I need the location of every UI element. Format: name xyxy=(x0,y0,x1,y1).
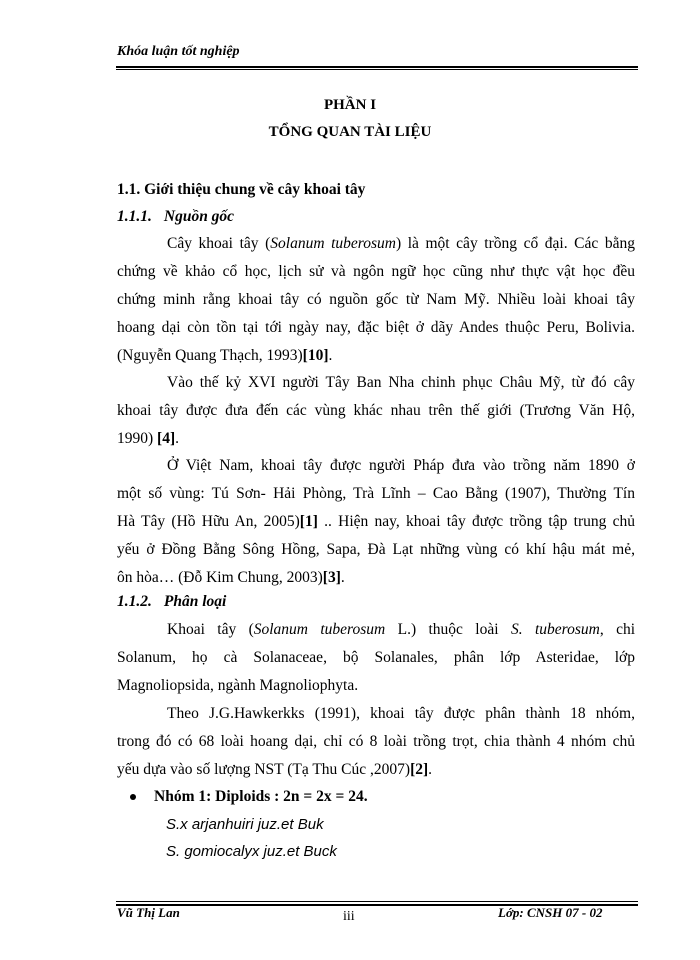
text-run: . xyxy=(328,347,333,364)
paragraph-line xyxy=(117,230,635,258)
footer-author: Vũ Thị Lan xyxy=(117,905,180,920)
paragraph-line: Magnoliopsida, ngành Magnoliophyta. xyxy=(117,677,359,694)
paragraph-line: Theo J.G.Hawkerkks (1991), khoai tây được phân thành 18 nhóm, xyxy=(167,705,635,722)
paragraph-line xyxy=(117,342,635,370)
text-run: . xyxy=(175,430,179,447)
paragraph-line: khoai tây được đưa đến các vùng khác nhau trên thế giới (Trương Văn Hộ, xyxy=(117,402,635,419)
paragraph-line: một số vùng: Tú Sơn- Hải Phòng, Trà Lĩnh – Cao Bằng (1907), Thường Tín xyxy=(117,485,635,502)
section-heading-1-1: 1.1. Giới thiệu chung về cây khoai tây xyxy=(117,181,366,198)
section-heading-1-1-1 xyxy=(117,208,234,226)
text-run: . xyxy=(428,761,433,778)
species-item: S. gomiocalyx juz.et Buck xyxy=(166,843,337,860)
section-title: Phân loại xyxy=(163,593,227,610)
paragraph-line: Solanum, họ cà Solanaceae, bộ Solanales, phân lớp Asteridae, lớp xyxy=(117,649,635,666)
header-rule xyxy=(116,66,638,68)
text-run: ôn hòa… (Đỗ Kim Chung, 2003) xyxy=(117,569,323,586)
species-item: S.x arjanhuiri juz.et Buk xyxy=(166,816,324,833)
section-heading-1-1-2 xyxy=(117,593,226,611)
paragraph-line: yếu ở Đồng Bằng Sông Hồng, Sapa, Đà Lạt những vùng có khí hậu mát mẻ, xyxy=(117,541,635,558)
text-run: 1990) xyxy=(117,430,158,447)
citation: [1] xyxy=(299,513,318,530)
species-name: S. tuberosum xyxy=(510,621,600,638)
paragraph-origin xyxy=(117,230,635,370)
paragraph-line: Ở Việt Nam, khoai tây được người Pháp đưa vào trồng năm 1890 ở xyxy=(167,457,635,474)
paragraph-spread xyxy=(117,369,635,453)
text-run: Khoai tây ( xyxy=(167,621,254,638)
paragraph-line xyxy=(117,616,635,644)
paragraph-line xyxy=(117,564,635,592)
footer-class: Lớp: CNSH 07 - 02 xyxy=(498,905,603,920)
citation: [2] xyxy=(410,761,429,778)
part-number: PHẦN I xyxy=(323,97,377,113)
paragraph-line: Vào thế kỷ XVI người Tây Ban Nha chinh phục Châu Mỹ, từ đó cây xyxy=(167,374,635,391)
footer-rule-thin xyxy=(116,901,638,902)
page-number: iii xyxy=(343,909,355,924)
paragraph-line: hoang dại còn tồn tại tới ngày nay, đặc biệt ở dãy Andes thuộc Peru, Bolivia. xyxy=(117,319,635,336)
bullet-text: Nhóm 1: Diploids : 2n = 2x = 24. xyxy=(154,788,368,805)
header-rule-thin xyxy=(116,69,638,70)
text-run: L.) thuộc loài xyxy=(385,621,511,638)
citation: [4] xyxy=(157,430,176,447)
paragraph-line xyxy=(117,508,635,536)
text-run: yếu dựa vào số lượng NST (Tạ Thu Cúc ,2007) xyxy=(117,761,411,778)
paragraph-line: trong đó có 68 loài hoang dại, chỉ có 8 loài trồng trọt, chia thành 4 nhóm chủ xyxy=(117,733,635,750)
section-number: 1.1.2. xyxy=(117,593,152,610)
text-run: , chi xyxy=(599,621,636,638)
citation: [10] xyxy=(302,347,329,364)
text-run: .. Hiện nay, khoai tây được trồng tập trung chủ xyxy=(317,513,635,530)
paragraph-groups xyxy=(117,700,635,784)
paragraph-line: chứng minh rằng khoai tây có nguồn gốc từ Nam Mỹ. Nhiều loài khoai tây xyxy=(117,291,635,308)
paragraph-line xyxy=(117,425,635,453)
text-run: (Nguyễn Quang Thạch, 1993) xyxy=(117,347,303,364)
species-name: Solanum tuberosum xyxy=(270,235,396,252)
paragraph-line: chứng về khảo cổ học, lịch sử và ngôn ngữ học cũng như thực vật học đều xyxy=(117,263,635,280)
paragraph-line xyxy=(117,756,635,784)
page-header-title: Khóa luận tốt nghiệp xyxy=(117,44,240,59)
text-run: Cây khoai tây ( xyxy=(167,235,271,252)
bullet-item-group-1 xyxy=(130,788,368,806)
bullet-dot-icon xyxy=(130,794,136,800)
paragraph-vietnam xyxy=(117,452,635,592)
species-name: Solanum tuberosum xyxy=(253,621,386,638)
section-number: 1.1.1. xyxy=(117,208,152,225)
text-run: ) là một cây trồng cổ đại. Các bằng xyxy=(395,235,635,252)
text-run: . xyxy=(340,569,345,586)
citation: [3] xyxy=(322,569,341,586)
section-title: Nguồn gốc xyxy=(163,208,235,225)
text-run: Hà Tây (Hồ Hữu An, 2005) xyxy=(117,513,300,530)
part-title: TỔNG QUAN TÀI LIỆU xyxy=(268,124,432,140)
paragraph-classification xyxy=(117,616,635,700)
